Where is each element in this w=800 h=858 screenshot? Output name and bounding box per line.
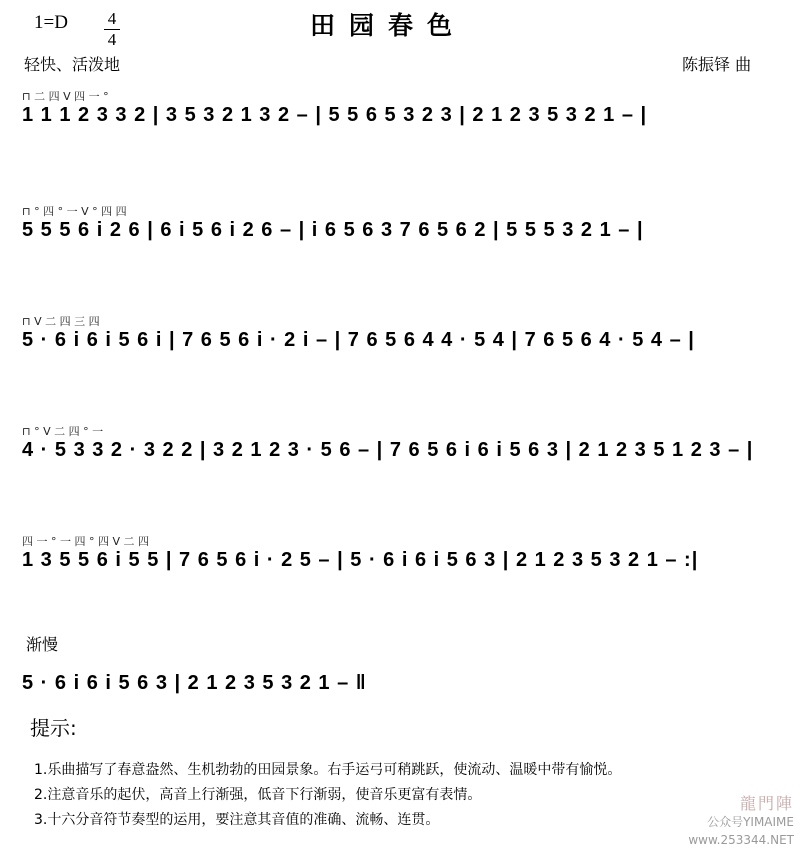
notation-line: 1 1 1 2 3 3 2 | 3 5 3 2 1 3 2 – | 5 5 6 5 3 2 3 | 2 1 2 3 5 3 2 1 – | (22, 104, 648, 126)
composer: 陈振铎 曲 (682, 55, 752, 74)
notation-line: 5 · 6 i 6 i 5 6 i | 7 6 5 6 i · 2 i – | 7 6 5 6 4 4 · 5 4 | 7 6 5 6 4 · 5 4 – | (22, 329, 695, 351)
score-system-3 (22, 315, 782, 365)
watermark-logo: 龍門陣 (739, 794, 794, 813)
key-signature: 1=D (34, 12, 68, 33)
bowing-marks: ⊓ V 二 四 三 四 (22, 315, 100, 328)
score-system-5 (22, 535, 782, 585)
hint-item: 2.注意音乐的起伏，高音上行渐强，低音下行渐弱，使音乐更富有表情。 (34, 787, 482, 803)
hint-item: 3.十六分音符节奏型的运用，要注意其音值的准确、流畅、连贯。 (34, 812, 440, 828)
score-system-1 (22, 90, 782, 140)
hints-title: 提示: (30, 716, 77, 740)
time-bottom: 4 (107, 30, 117, 49)
time-top: 4 (107, 9, 117, 28)
score-system-6 (22, 658, 782, 708)
score-system-2 (22, 205, 782, 255)
bowing-marks: ⊓ ° 四 ° 一 V ° 四 四 (22, 205, 127, 218)
watermark-url: www.253344.NET (688, 833, 794, 847)
hints-list (34, 758, 774, 833)
bowing-marks: ⊓ ° V 二 四 ° 一 (22, 425, 104, 438)
notation-line: 4 · 5 3 3 2 · 3 2 2 | 3 2 1 2 3 · 5 6 – | 7 6 5 6 i 6 i 5 6 3 | 2 1 2 3 5 1 2 3 – | (22, 439, 754, 461)
notation-line: 5 5 5 6 i 2 6 | 6 i 5 6 i 2 6 – | i 6 5 6 3 7 6 5 6 2 | 5 5 5 3 2 1 – | (22, 219, 644, 241)
notation-line: 1 3 5 5 6 i 5 5 | 7 6 5 6 i · 2 5 – | 5 · 6 i 6 i 5 6 3 | 2 1 2 3 5 3 2 1 – :| (22, 549, 699, 571)
time-signature (104, 10, 120, 49)
tempo-marking: 轻快、活泼地 (24, 55, 121, 74)
watermark (688, 795, 794, 849)
song-title: 田园春色 (310, 11, 467, 40)
hint-item: 1.乐曲描写了春意盎然、生机勃勃的田园景象。右手运弓可稍跳跃，使流动、温暖中带有愉悦。 (34, 762, 622, 778)
tempo-marking-rit: 渐慢 (26, 635, 59, 654)
bowing-marks: 四 一 ° 一 四 ° 四 V 二 四 (22, 535, 149, 548)
bowing-marks: ⊓ 二 四 V 四 一 ° (22, 90, 109, 103)
score-system-4 (22, 425, 782, 475)
watermark-line: 公众号YIMAIME (707, 815, 794, 829)
notation-line: 5 · 6 i 6 i 5 6 3 | 2 1 2 3 5 3 2 1 – ‖ (22, 672, 367, 694)
